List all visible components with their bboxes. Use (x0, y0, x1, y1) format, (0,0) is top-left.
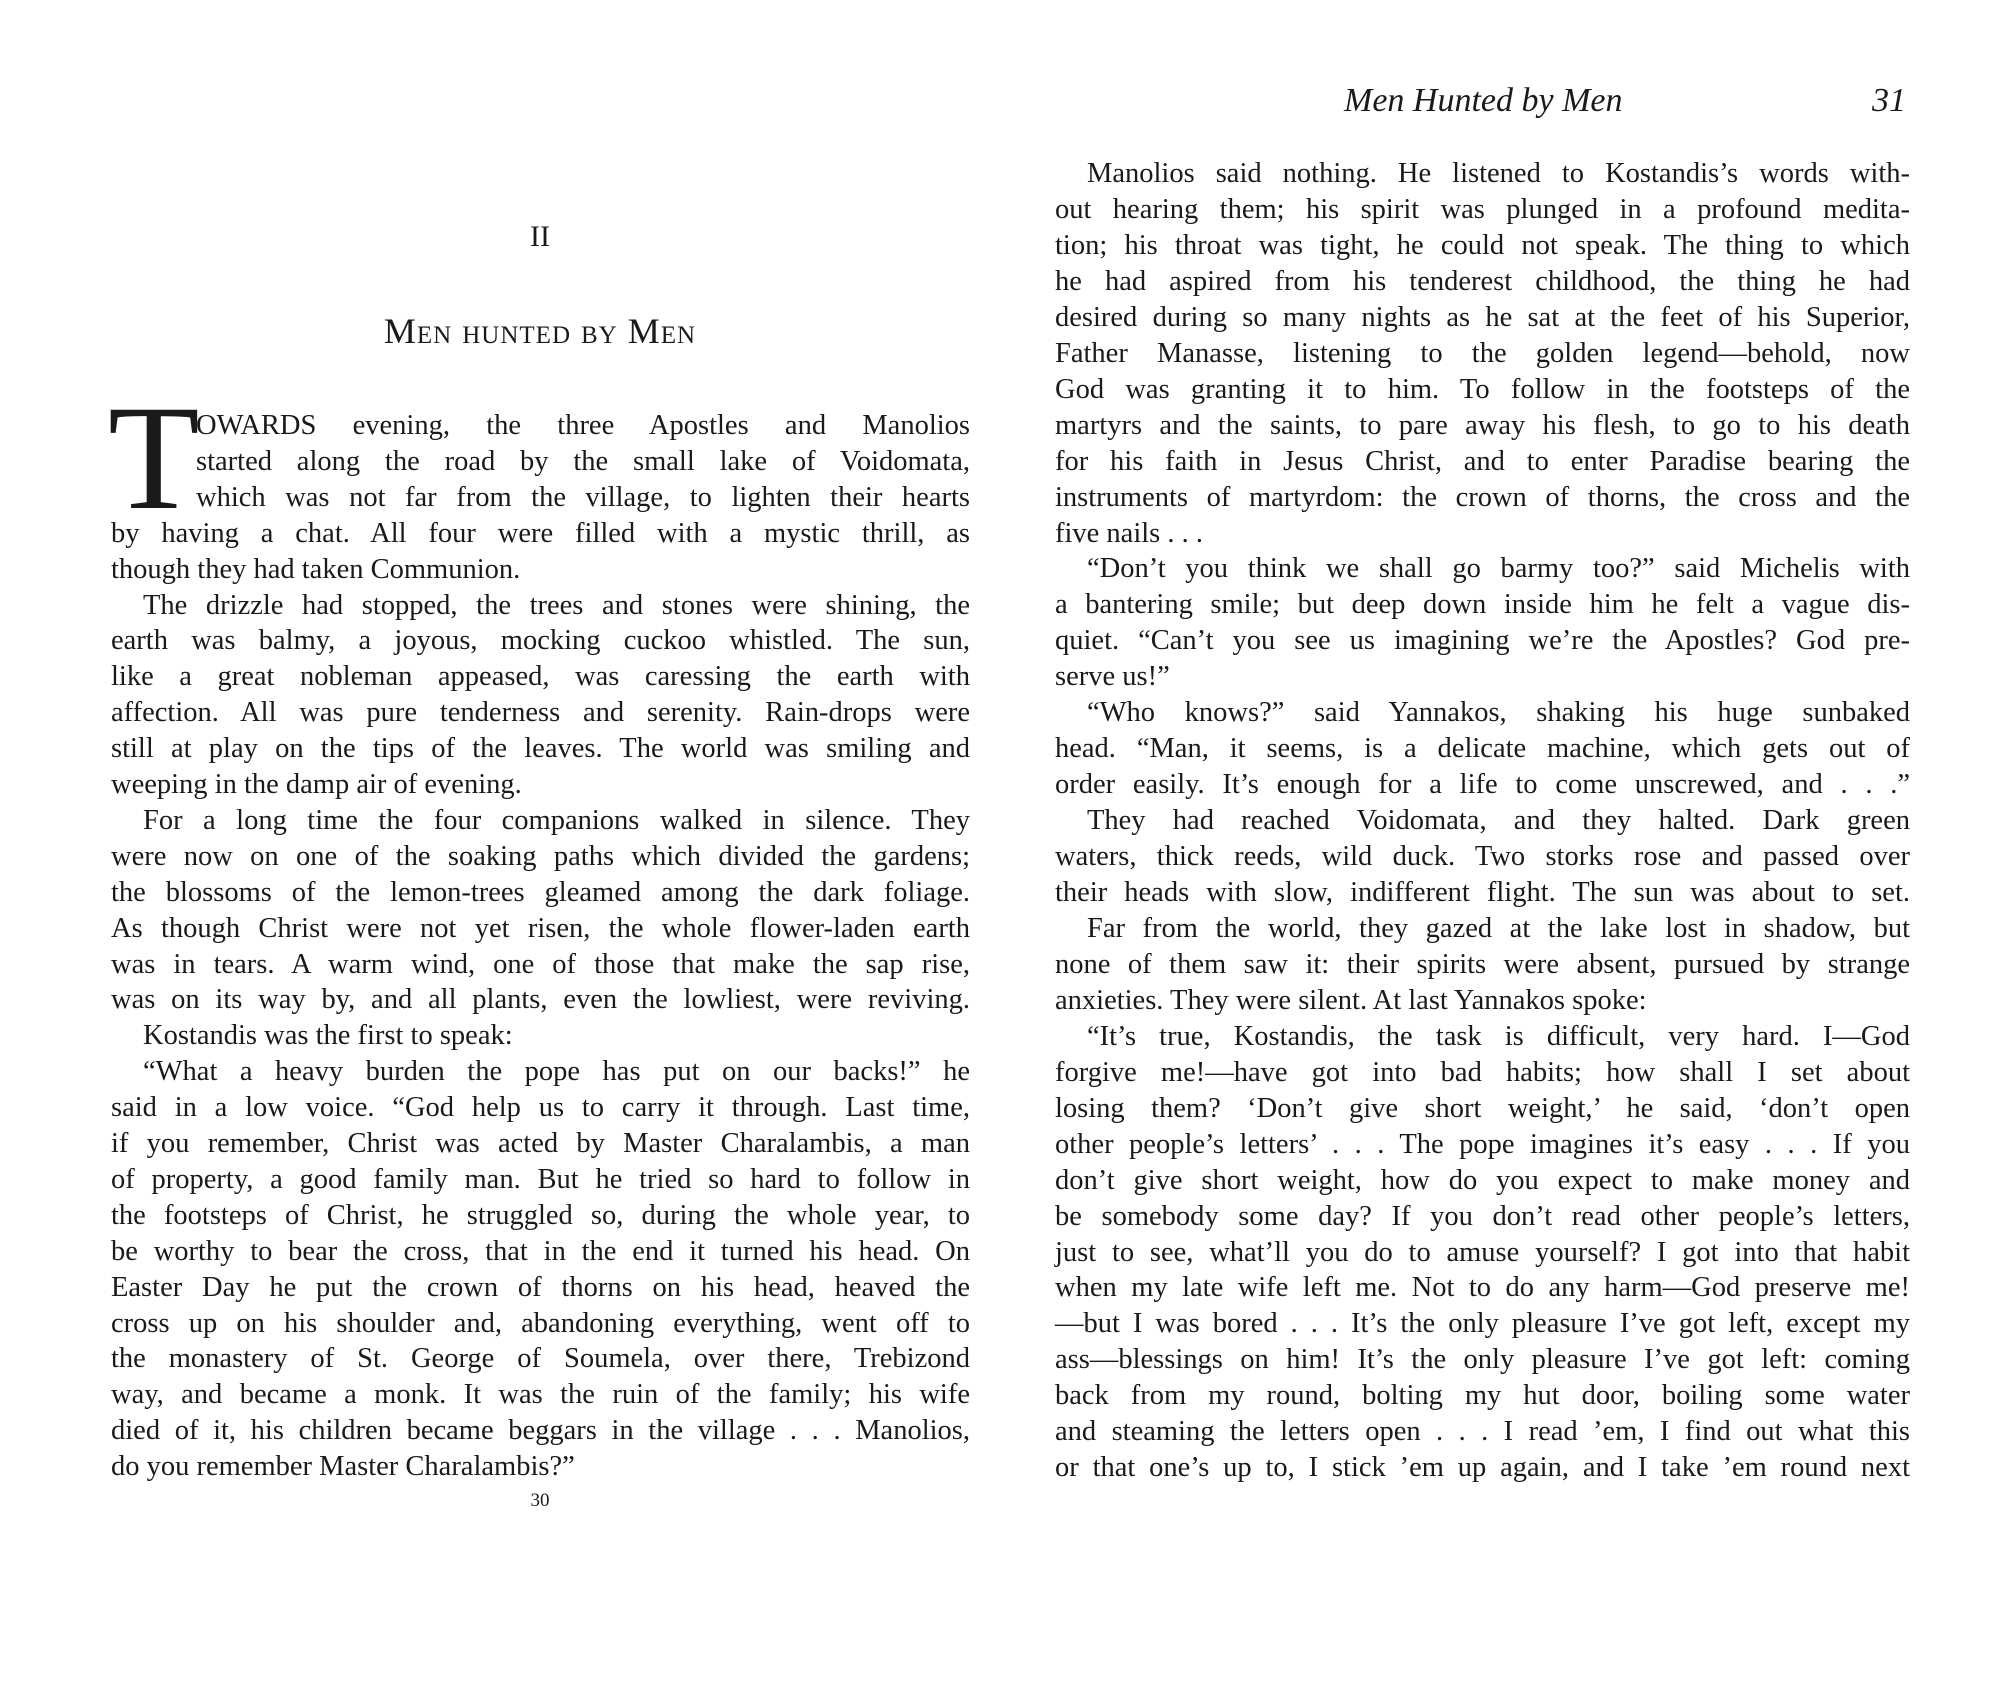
text-line: quiet. “Can’t you see us imagining we’re the Apostles? God pre- (1055, 625, 1910, 657)
text-line: “What a heavy burden the pope has put on our backs!” he (143, 1056, 970, 1088)
text-line: their heads with slow, indifferent flight. The sun was about to set. (1055, 877, 1910, 908)
text-line: The drizzle had stopped, the trees and stones were shining, the (143, 589, 970, 621)
text-line: Father Manasse, listening to the golden legend—behold, now (1055, 337, 1910, 369)
text-line: the monastery of St. George of Soumela, over there, Trebizond (111, 1343, 970, 1375)
text-line: the blossoms of the lemon-trees gleamed among the dark foliage. (111, 876, 970, 908)
text-line: was in tears. A warm wind, one of those that make the sap rise, (111, 948, 970, 980)
text-line: do you remember Master Charalambis?” (111, 1451, 575, 1483)
chapter-number: II (530, 220, 550, 253)
text-line: when my late wife left me. Not to do any harm—God preserve me! (1055, 1272, 1910, 1304)
text-line: be somebody some day? If you don’t read other people’s letters, (1055, 1200, 1910, 1232)
text-line: if you remember, Christ was acted by Master Charalambis, a man (111, 1128, 970, 1159)
text-line: They had reached Voidomata, and they halted. Dark green (1087, 805, 1910, 837)
text-line: order easily. It’s enough for a life to come unscrewed, and . . .” (1055, 769, 1910, 801)
right-page (1000, 0, 2000, 1683)
text-line: still at play on the tips of the leaves. The world was smiling and (111, 733, 970, 765)
text-line: just to see, what’ll you do to amuse yourself? I got into that habit (1055, 1236, 1910, 1268)
text-line: head. “Man, it seems, is a delicate machine, which gets out of (1055, 733, 1910, 765)
text-line: died of it, his children became beggars in the village . . . Manolios, (111, 1415, 970, 1447)
text-line: and steaming the letters open . . . I read ’em, I find out what this (1055, 1416, 1910, 1448)
text-line: desired during so many nights as he sat at the feet of his Superior, (1055, 301, 1910, 333)
text-line: were now on one of the soaking paths which divided the gardens; (111, 840, 970, 872)
text-line: earth was balmy, a joyous, mocking cuckoo whistled. The sun, (111, 625, 970, 657)
text-line: for his faith in Jesus Christ, and to enter Paradise bearing the (1055, 445, 1910, 477)
drop-cap: T (108, 375, 200, 541)
text-line: OWARDS evening, the three Apostles and Manolios (196, 410, 970, 441)
text-line: serve us!” (1055, 661, 1170, 693)
text-line: God was granting it to him. To follow in the footsteps of the (1055, 373, 1910, 405)
text-line: “Don’t you think we shall go barmy too?” said Michelis with (1087, 553, 1910, 585)
text-line: ass—blessings on him! It’s the only pleasure I’ve got left: coming (1055, 1344, 1910, 1376)
text-line: other people’s letters’ . . . The pope imagines it’s easy . . . If you (1055, 1128, 1910, 1160)
text-line: Manolios said nothing. He listened to Kostandis’s words with- (1087, 158, 1910, 189)
text-line: martyrs and the saints, to pare away his flesh, to go to his death (1055, 409, 1910, 441)
text-line: “It’s true, Kostandis, the task is difficult, very hard. I—God (1087, 1020, 1910, 1052)
text-line: tion; his throat was tight, he could not speak. The thing to which (1055, 229, 1910, 261)
text-line: way, and became a monk. It was the ruin of the family; his wife (111, 1379, 970, 1411)
text-line: none of them saw it: their spirits were absent, pursued by strange (1055, 948, 1910, 980)
text-line: losing them? ‘Don’t give short weight,’ he said, ‘don’t open (1055, 1092, 1910, 1124)
text-line: five nails . . . (1055, 517, 1204, 549)
text-line: he had aspired from his tenderest childhood, the thing he had (1055, 265, 1910, 297)
text-line: As though Christ were not yet risen, the whole flower-laden earth (111, 912, 970, 944)
text-line: anxieties. They were silent. At last Yannakos spoke: (1055, 984, 1647, 1016)
text-line: though they had taken Communion. (111, 553, 521, 585)
text-line: like a great nobleman appeased, was caressing the earth with (111, 661, 970, 693)
text-line: out hearing them; his spirit was plunged in a profound medita- (1055, 193, 1910, 225)
page-number-right: 31 (1872, 82, 1906, 119)
text-line: For a long time the four companions walked in silence. They (143, 804, 970, 836)
page-number-left: 30 (530, 1490, 550, 1511)
text-line: instruments of martyrdom: the crown of thorns, the cross and the (1055, 481, 1910, 513)
text-line: was on its way by, and all plants, even the lowliest, were reviving. (111, 984, 970, 1016)
text-line: don’t give short weight, how do you expect to make money and (1055, 1164, 1910, 1196)
text-line: forgive me!—have got into bad habits; how shall I set about (1055, 1056, 1910, 1088)
text-line: the footsteps of Christ, he struggled so, during the whole year, to (111, 1199, 970, 1231)
text-line: started along the road by the small lake of Voidomata, (196, 445, 970, 477)
text-line: —but I was bored . . . It’s the only pleasure I’ve got left, except my (1055, 1308, 1910, 1340)
text-line: by having a chat. All four were filled with a mystic thrill, as (111, 517, 970, 549)
text-line: Far from the world, they gazed at the lake lost in shadow, but (1087, 912, 1910, 944)
text-line: “Who knows?” said Yannakos, shaking his huge sunbaked (1087, 697, 1910, 729)
text-line: said in a low voice. “God help us to carry it through. Last time, (111, 1092, 970, 1124)
text-line: which was not far from the village, to lighten their hearts (196, 481, 970, 513)
text-line: be worthy to bear the cross, that in the end it turned his head. On (111, 1235, 970, 1267)
running-head: Men Hunted by Men (1344, 82, 1623, 119)
text-line: Easter Day he put the crown of thorns on his head, heaved the (111, 1271, 970, 1303)
text-line: a bantering smile; but deep down inside him he felt a vague dis- (1055, 589, 1910, 621)
text-line: weeping in the damp air of evening. (111, 769, 522, 800)
text-line: affection. All was pure tenderness and serenity. Rain-drops were (111, 697, 970, 729)
text-line: of property, a good family man. But he tried so hard to follow in (111, 1163, 970, 1195)
text-line: back from my round, bolting my hut door, boiling some water (1055, 1380, 1910, 1412)
text-line: Kostandis was the first to speak: (143, 1020, 513, 1052)
text-line: waters, thick reeds, wild duck. Two storks rose and passed over (1055, 841, 1910, 873)
text-line: or that one’s up to, I stick ’em up again, and I take ’em round next (1055, 1452, 1910, 1484)
chapter-title: Men hunted by Men (383, 311, 697, 351)
text-line: cross up on his shoulder and, abandoning everything, went off to (111, 1307, 970, 1339)
